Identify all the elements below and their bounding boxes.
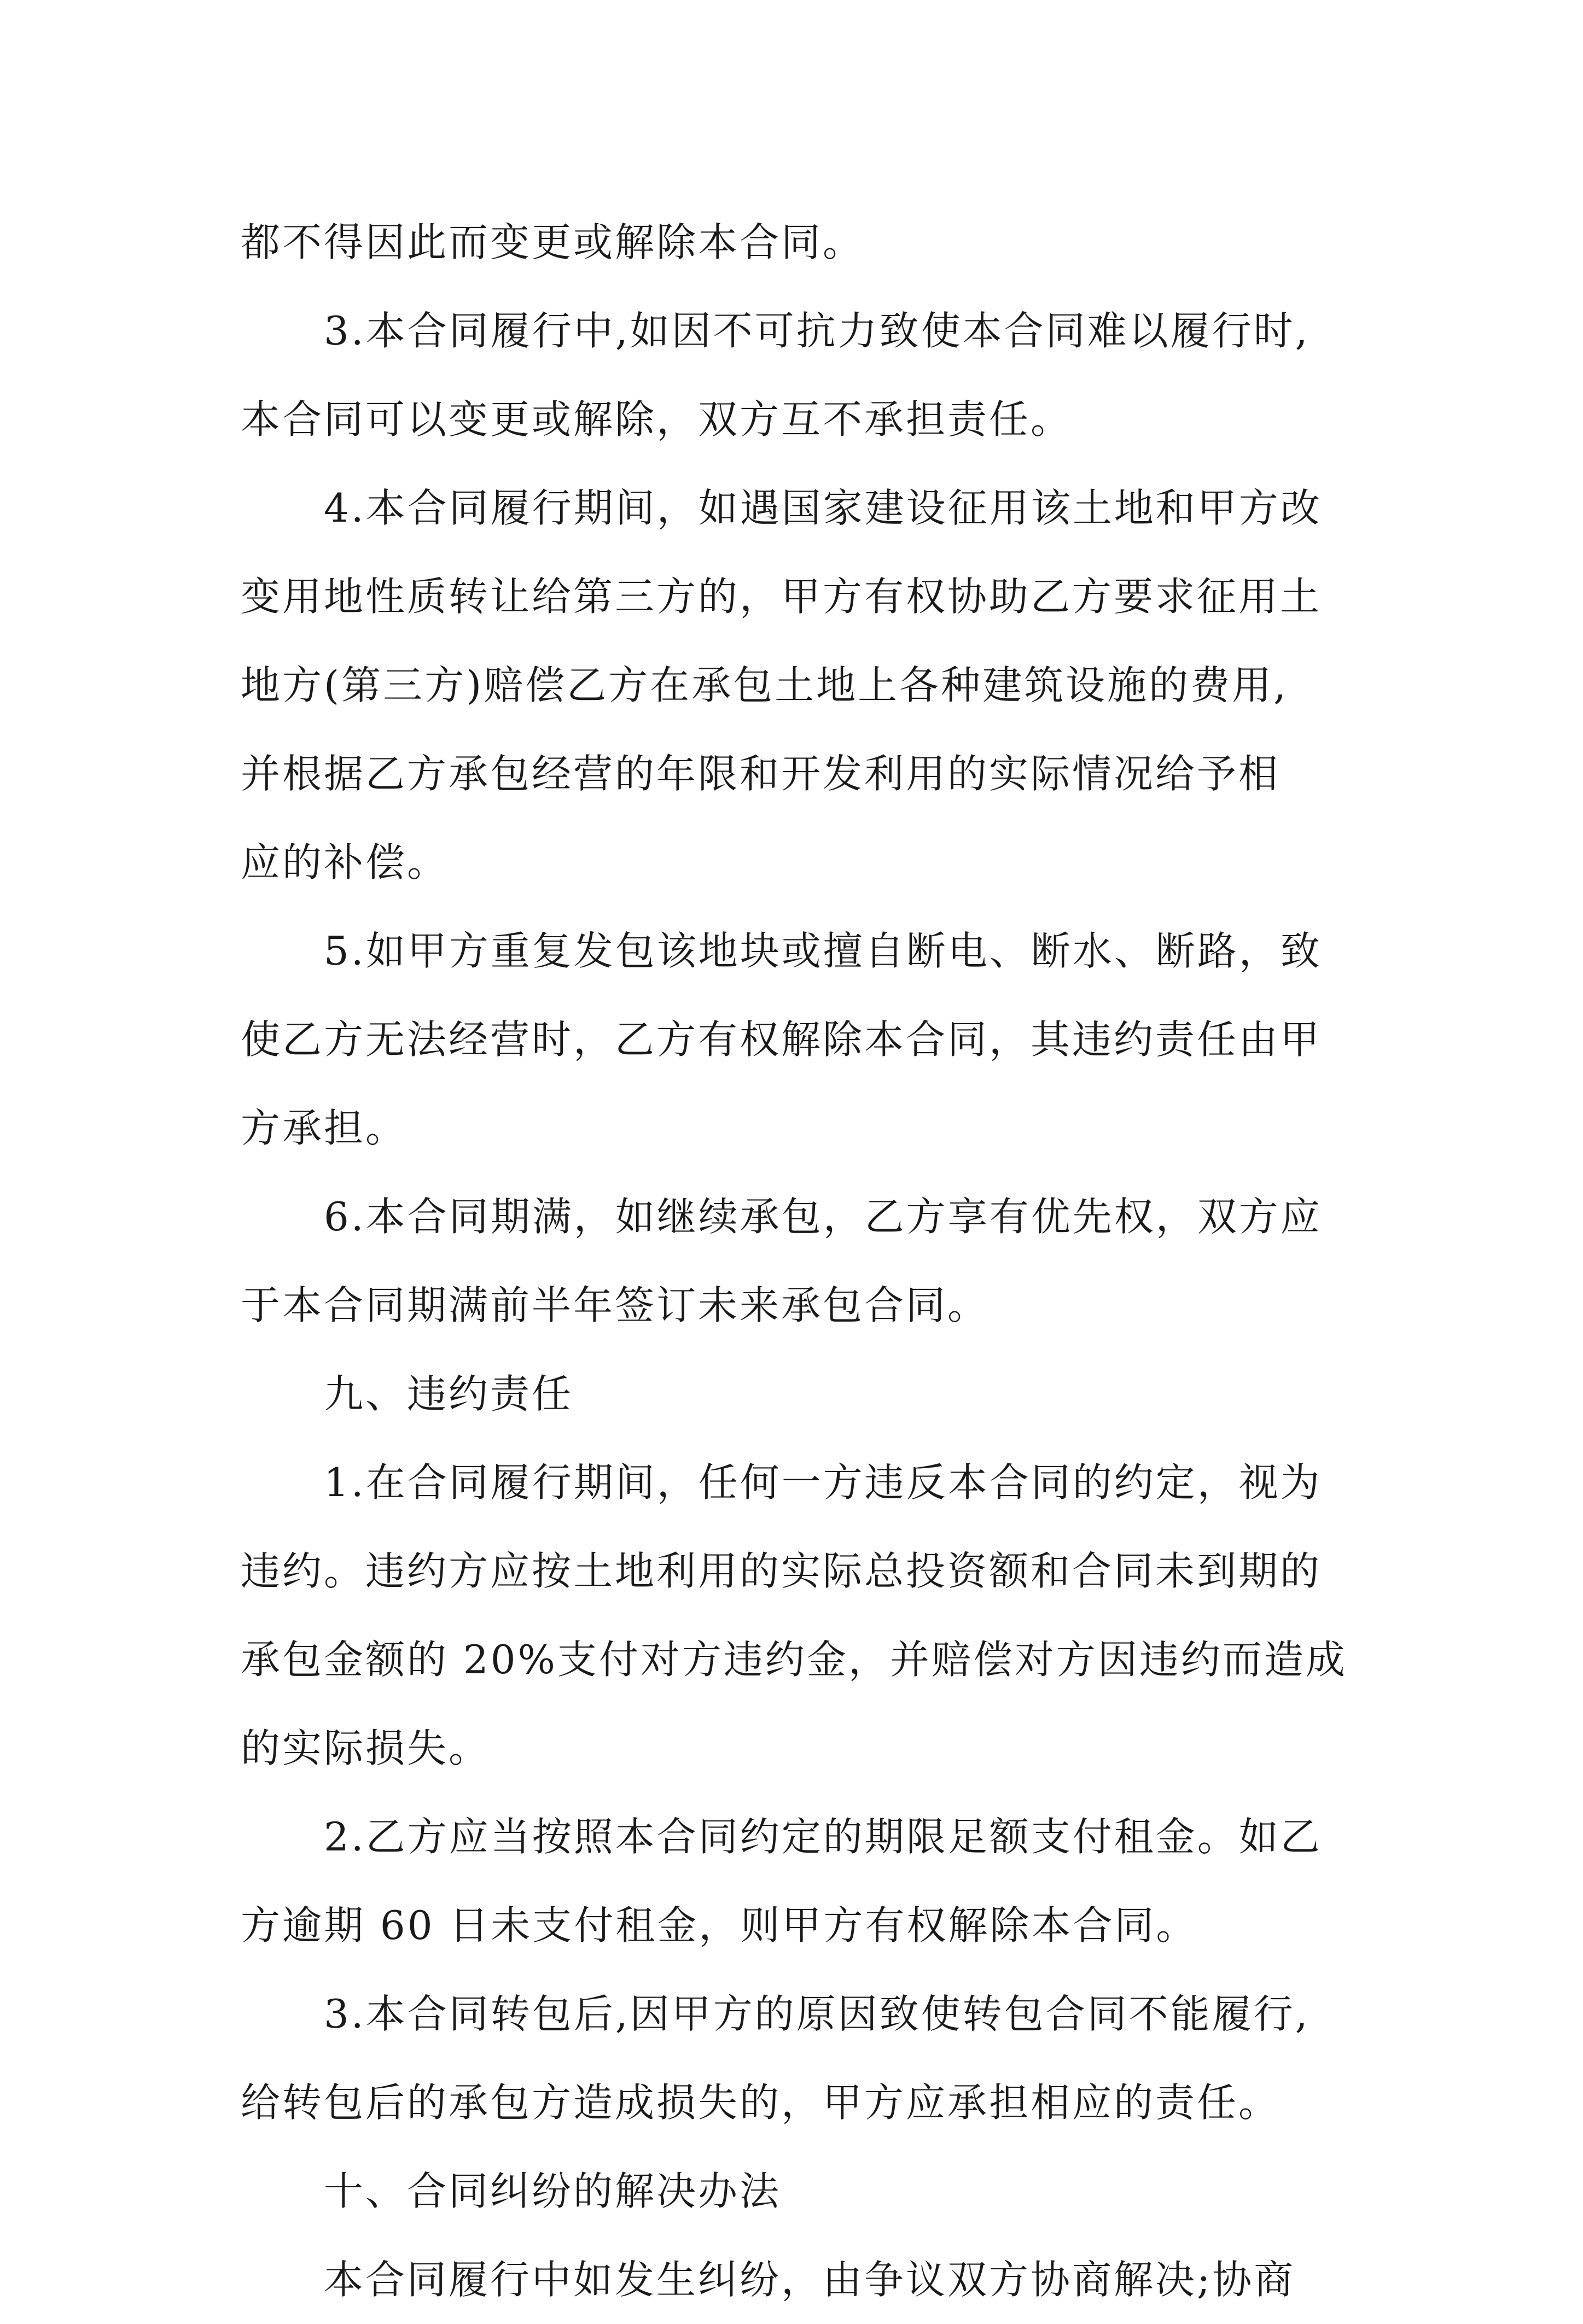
- text-line-2: 3.本合同履行中,如因不可抗力致使本合同难以履行时,: [324, 308, 1310, 354]
- text-line-22: 给转包后的承包方造成损失的，甲方应承担相应的责任。: [241, 2080, 1281, 2126]
- text-line-7: 并根据乙方承包经营的年限和开发利用的实际情况给予相: [241, 751, 1281, 797]
- text-line-11: 方承担。: [241, 1105, 408, 1151]
- text-line-19: 2.乙方应当按照本合同约定的期限足额支付租金。如乙: [324, 1814, 1322, 1860]
- text-line-10: 使乙方无法经营时，乙方有权解除本合同，其违约责任由甲: [241, 1017, 1322, 1062]
- text-line-8: 应的补偿。: [241, 839, 449, 885]
- text-line-20: 方逾期 60 日未支付租金，则甲方有权解除本合同。: [241, 1902, 1198, 1948]
- text-line-6: 地方(第三方)赔偿乙方在承包土地上各种建筑设施的费用,: [241, 662, 1289, 708]
- text-line-18: 的实际损失。: [241, 1725, 491, 1771]
- text-line-13: 于本合同期满前半年签订未来承包合同。: [241, 1282, 990, 1328]
- text-line-4: 4.本合同履行期间，如遇国家建设征用该土地和甲方改: [324, 485, 1322, 531]
- text-line-5: 变用地性质转让给第三方的，甲方有权协助乙方要求征用土: [241, 574, 1322, 620]
- text-line-15: 1.在合同履行期间，任何一方违反本合同的约定，视为: [324, 1459, 1322, 1505]
- text-line-16: 违约。违约方应按土地利用的实际总投资额和合同未到期的: [241, 1548, 1322, 1594]
- text-line-9: 5.如甲方重复发包该地块或擅自断电、断水、断路，致: [324, 928, 1322, 974]
- text-line-17: 承包金额的 20%支付对方违约金，并赔偿对方因违约而造成: [241, 1637, 1347, 1683]
- text-line-24: 本合同履行中如发生纠纷，由争议双方协商解决;协商: [324, 2257, 1296, 2303]
- text-line-21: 3.本合同转包后,因甲方的原因致使转包合同不能履行,: [324, 1991, 1310, 2037]
- text-line-1: 都不得因此而变更或解除本合同。: [241, 219, 865, 265]
- section-heading-dispute-resolution: 十、合同纠纷的解决办法: [324, 2168, 782, 2214]
- text-line-12: 6.本合同期满，如继续承包，乙方享有优先权，双方应: [324, 1194, 1322, 1240]
- section-heading-breach-of-contract: 九、违约责任: [324, 1371, 574, 1417]
- text-line-3: 本合同可以变更或解除，双方互不承担责任。: [241, 396, 1073, 442]
- document-body: [241, 198, 1384, 2324]
